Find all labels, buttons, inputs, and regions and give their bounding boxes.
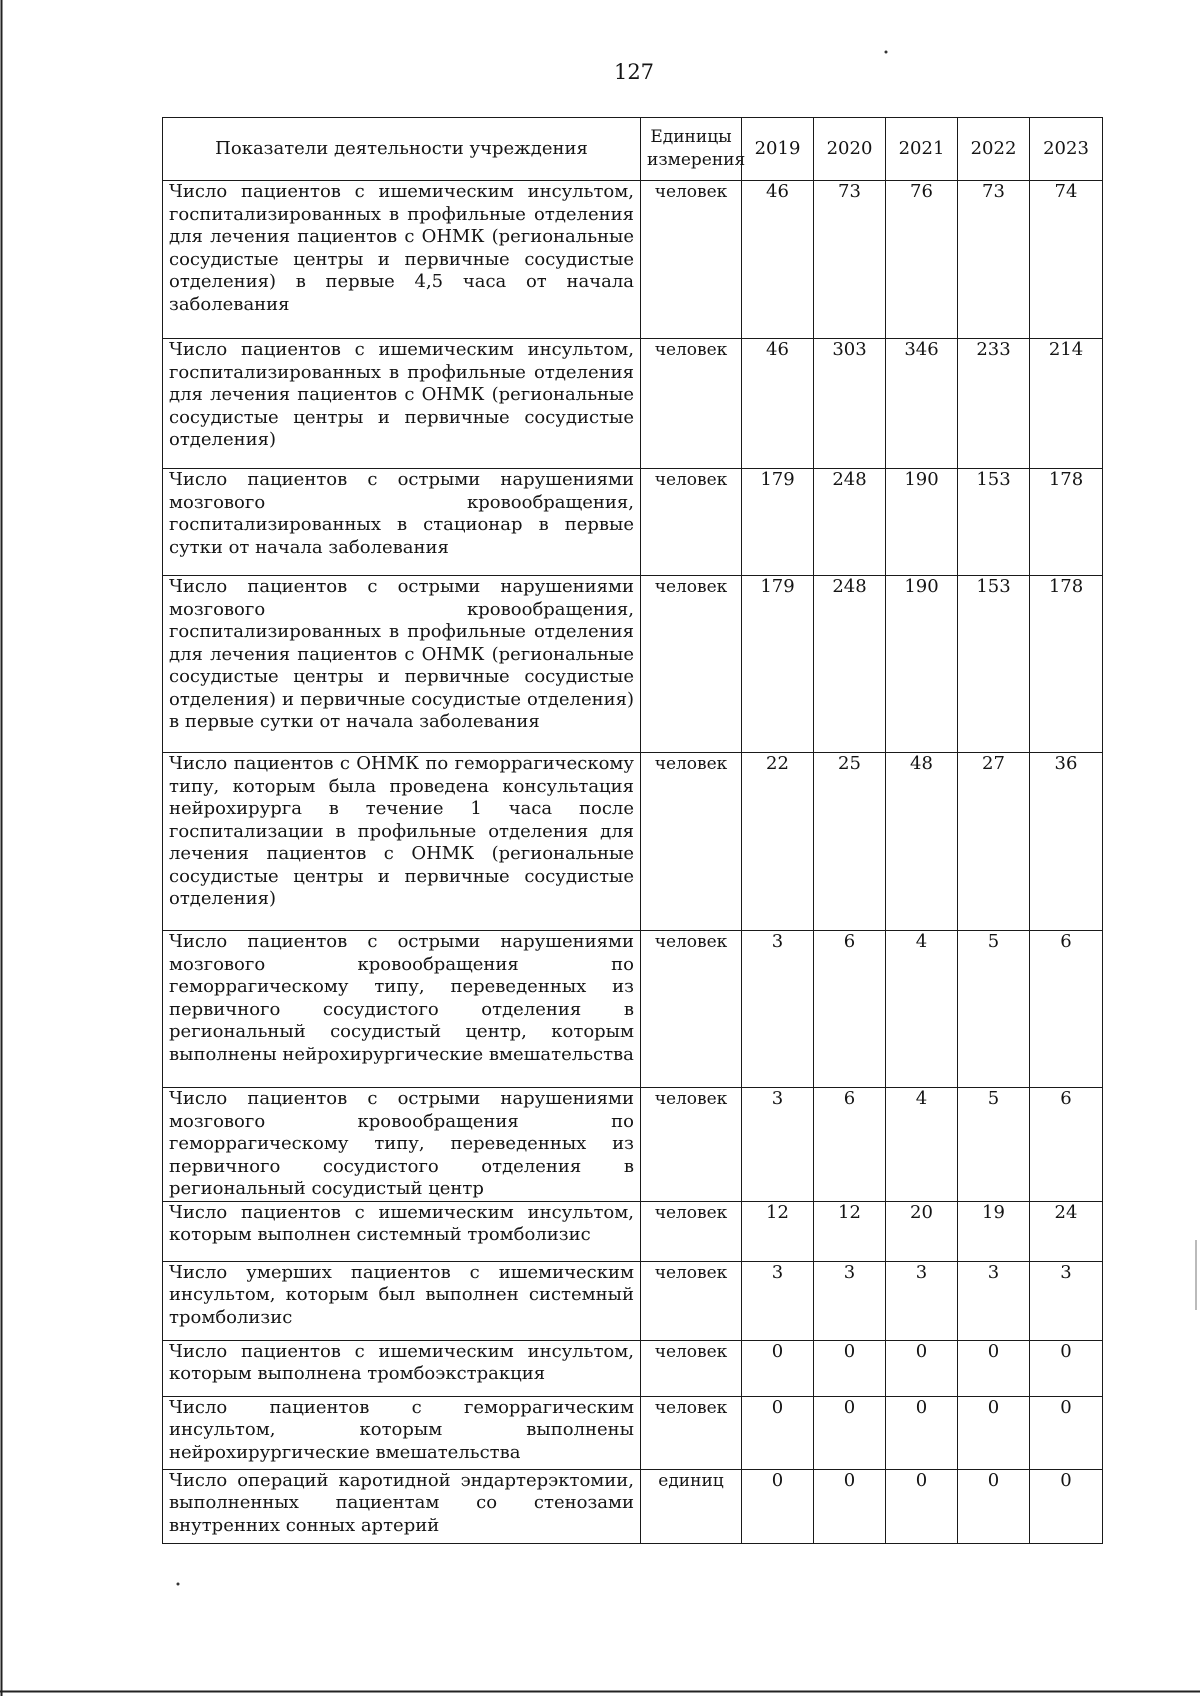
header-row bbox=[163, 118, 1103, 181]
unit-cell: человек bbox=[641, 753, 742, 931]
table-row bbox=[163, 1396, 1103, 1469]
value-cell: 0 bbox=[742, 1469, 814, 1543]
value-cell: 0 bbox=[742, 1340, 814, 1396]
value-cell: 190 bbox=[886, 576, 958, 753]
value-cell: 0 bbox=[958, 1396, 1030, 1469]
value-cell: 6 bbox=[814, 1088, 886, 1202]
value-cell: 25 bbox=[814, 753, 886, 931]
unit-cell: человек bbox=[641, 1340, 742, 1396]
value-cell: 0 bbox=[814, 1340, 886, 1396]
value-cell: 0 bbox=[814, 1469, 886, 1543]
indicator-cell: Число пациентов с острыми нарушениями мозгового кровообращения, госпитализированных в профильные отделения для лечения пациентов с ОНМК (региональные сосудистые центры и первичные сосудистые отделения) и первичные сосудистые отделения) в первые сутки от начала заболевания bbox=[163, 576, 641, 753]
indicator-cell: Число операций каротидной эндартерэктомии, выполненных пациентам со стенозами внутренних сонных артерий bbox=[163, 1469, 641, 1543]
table-row bbox=[163, 753, 1103, 931]
value-cell: 4 bbox=[886, 1088, 958, 1202]
indicator-cell: Число пациентов с острыми нарушениями мозгового кровообращения по геморрагическому типу, переведенных из первичного сосудистого отделения в региональный сосудистый центр, которым выполнены нейрохирургические вмешательства bbox=[163, 931, 641, 1088]
value-cell: 190 bbox=[886, 469, 958, 576]
value-cell: 12 bbox=[814, 1201, 886, 1261]
table-row bbox=[163, 1340, 1103, 1396]
unit-cell: человек bbox=[641, 1261, 742, 1340]
value-cell: 153 bbox=[958, 469, 1030, 576]
indicator-cell: Число пациентов с ишемическим инсультом, госпитализированных в профильные отделения для лечения пациентов с ОНМК (региональные сосудистые центры и первичные сосудистые отделения) bbox=[163, 339, 641, 469]
value-cell: 48 bbox=[886, 753, 958, 931]
unit-cell: человек bbox=[641, 469, 742, 576]
value-cell: 22 bbox=[742, 753, 814, 931]
value-cell: 4 bbox=[886, 931, 958, 1088]
unit-cell: единиц bbox=[641, 1469, 742, 1543]
value-cell: 179 bbox=[742, 469, 814, 576]
value-cell: 6 bbox=[1030, 931, 1103, 1088]
indicator-cell: Число пациентов с ишемическим инсультом, госпитализированных в профильные отделения для лечения пациентов с ОНМК (региональные сосудистые центры и первичные сосудистые отделения) в первые 4,5 часа от начала заболевания bbox=[163, 181, 641, 339]
table-row bbox=[163, 576, 1103, 753]
value-cell: 346 bbox=[886, 339, 958, 469]
table-row bbox=[163, 469, 1103, 576]
indicator-cell: Число пациентов с острыми нарушениями мозгового кровообращения по геморрагическому типу, переведенных из первичного сосудистого отделения в региональный сосудистый центр bbox=[163, 1088, 641, 1202]
value-cell: 303 bbox=[814, 339, 886, 469]
value-cell: 6 bbox=[814, 931, 886, 1088]
value-cell: 3 bbox=[958, 1261, 1030, 1340]
header-year: 2019 bbox=[742, 118, 814, 181]
table-row bbox=[163, 1201, 1103, 1261]
header-year: 2021 bbox=[886, 118, 958, 181]
header-year: 2022 bbox=[958, 118, 1030, 181]
value-cell: 36 bbox=[1030, 753, 1103, 931]
value-cell: 3 bbox=[742, 1261, 814, 1340]
value-cell: 73 bbox=[814, 181, 886, 339]
unit-cell: человек bbox=[641, 339, 742, 469]
value-cell: 3 bbox=[886, 1261, 958, 1340]
table-row bbox=[163, 1088, 1103, 1202]
value-cell: 20 bbox=[886, 1201, 958, 1261]
indicators-table bbox=[162, 117, 1103, 1544]
value-cell: 3 bbox=[742, 931, 814, 1088]
value-cell: 178 bbox=[1030, 469, 1103, 576]
value-cell: 233 bbox=[958, 339, 1030, 469]
table-row bbox=[163, 931, 1103, 1088]
value-cell: 248 bbox=[814, 576, 886, 753]
value-cell: 0 bbox=[814, 1396, 886, 1469]
table-row bbox=[163, 1261, 1103, 1340]
value-cell: 0 bbox=[958, 1469, 1030, 1543]
value-cell: 19 bbox=[958, 1201, 1030, 1261]
value-cell: 0 bbox=[1030, 1469, 1103, 1543]
unit-cell: человек bbox=[641, 576, 742, 753]
indicator-cell: Число пациентов с геморрагическим инсультом, которым выполнены нейрохирургические вмешательства bbox=[163, 1396, 641, 1469]
unit-cell: человек bbox=[641, 1088, 742, 1202]
value-cell: 179 bbox=[742, 576, 814, 753]
value-cell: 153 bbox=[958, 576, 1030, 753]
unit-cell: человек bbox=[641, 181, 742, 339]
value-cell: 5 bbox=[958, 1088, 1030, 1202]
value-cell: 24 bbox=[1030, 1201, 1103, 1261]
indicator-cell: Число умерших пациентов с ишемическим инсультом, которым был выполнен системный тромболизис bbox=[163, 1261, 641, 1340]
value-cell: 178 bbox=[1030, 576, 1103, 753]
indicator-cell: Число пациентов с острыми нарушениями мозгового кровообращения, госпитализированных в стационар в первые сутки от начала заболевания bbox=[163, 469, 641, 576]
page-number: 127 bbox=[613, 60, 655, 84]
value-cell: 76 bbox=[886, 181, 958, 339]
value-cell: 0 bbox=[1030, 1340, 1103, 1396]
unit-cell: человек bbox=[641, 931, 742, 1088]
value-cell: 3 bbox=[742, 1088, 814, 1202]
value-cell: 3 bbox=[814, 1261, 886, 1340]
unit-cell: человек bbox=[641, 1396, 742, 1469]
value-cell: 0 bbox=[1030, 1396, 1103, 1469]
value-cell: 0 bbox=[742, 1396, 814, 1469]
value-cell: 74 bbox=[1030, 181, 1103, 339]
value-cell: 0 bbox=[886, 1396, 958, 1469]
value-cell: 0 bbox=[886, 1469, 958, 1543]
indicator-cell: Число пациентов с ишемическим инсультом, которым выполнен системный тромболизис bbox=[163, 1201, 641, 1261]
table-row bbox=[163, 1469, 1103, 1543]
unit-cell: человек bbox=[641, 1201, 742, 1261]
value-cell: 46 bbox=[742, 181, 814, 339]
value-cell: 12 bbox=[742, 1201, 814, 1261]
table-row bbox=[163, 181, 1103, 339]
value-cell: 6 bbox=[1030, 1088, 1103, 1202]
header-unit: Единицы измерения bbox=[641, 118, 742, 181]
indicator-cell: Число пациентов с ОНМК по геморрагическому типу, которым была проведена консультация нейрохирурга в течение 1 часа после госпитализации в профильные отделения для лечения пациентов с ОНМК (региональные сосудистые центры и первичные сосудистые отделения) bbox=[163, 753, 641, 931]
value-cell: 248 bbox=[814, 469, 886, 576]
value-cell: 73 bbox=[958, 181, 1030, 339]
table-row bbox=[163, 339, 1103, 469]
value-cell: 3 bbox=[1030, 1261, 1103, 1340]
header-year: 2020 bbox=[814, 118, 886, 181]
header-year: 2023 bbox=[1030, 118, 1103, 181]
value-cell: 46 bbox=[742, 339, 814, 469]
header-indicator: Показатели деятельности учреждения bbox=[163, 118, 641, 181]
value-cell: 214 bbox=[1030, 339, 1103, 469]
indicator-cell: Число пациентов с ишемическим инсультом, которым выполнена тромбоэкстракция bbox=[163, 1340, 641, 1396]
value-cell: 0 bbox=[958, 1340, 1030, 1396]
value-cell: 27 bbox=[958, 753, 1030, 931]
value-cell: 0 bbox=[886, 1340, 958, 1396]
value-cell: 5 bbox=[958, 931, 1030, 1088]
